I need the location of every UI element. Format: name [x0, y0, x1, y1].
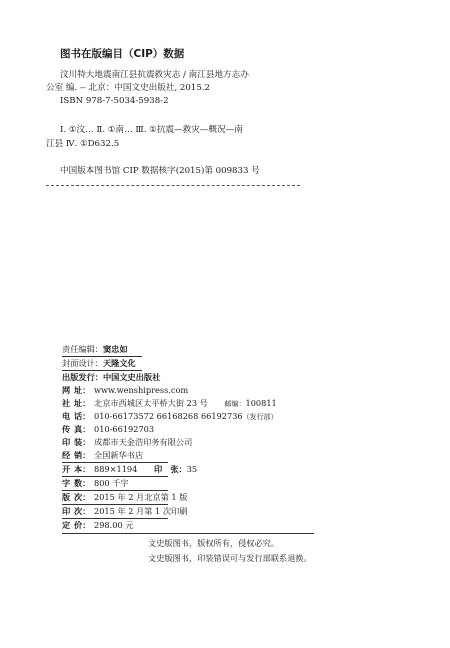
postcode-label: 邮编： — [224, 400, 246, 408]
footer-rule — [62, 533, 314, 534]
info-rule-5 — [62, 518, 168, 519]
price-value: 298.00 元 — [94, 520, 134, 530]
publisher-name: 中国文史出版社 — [102, 372, 161, 382]
cover-row — [62, 358, 136, 369]
footer-line2: 文史版图书，印装错误可与发行部联系退换。 — [148, 553, 312, 563]
cip-entry-line1: 汶川特大地震南江县抗震救灾志 / 南江县地方志办 — [60, 70, 249, 80]
impression-value: 2015 年 2 月第 1 次印刷 — [94, 506, 188, 516]
cip-title: 图书在版编目（CIP）数据 — [60, 48, 185, 60]
distributor-row: 经 销： 全国新华书店 — [62, 450, 144, 460]
cip-subject-line1: Ⅰ. ①汶… Ⅱ. ①南… Ⅲ. ①抗震—救灾—概况—南 — [60, 125, 243, 135]
edition-value: 2015 年 2 月北京第 1 版 — [94, 492, 188, 502]
words-row: 字 数： 800 千字 — [62, 478, 129, 488]
cip-entry-line2: 公室 编. -- 北京：中国文史出版社, 2015.2 — [46, 83, 210, 93]
info-rule-2 — [62, 476, 168, 477]
fax-row: 传 真： 010-66192703 — [62, 424, 155, 434]
cip-dashed-divider — [46, 185, 300, 186]
fax-value: 010-66192703 — [94, 424, 155, 434]
isbn: ISBN 978-7-5034-5938-2 — [60, 96, 169, 106]
edition-row: 版 次： 2015 年 2 月北京第 1 版 — [62, 492, 188, 502]
website-value: www.wenshipress.com — [94, 385, 189, 395]
info-rule-3 — [62, 490, 168, 491]
editor-row — [62, 344, 128, 355]
sheets-label: 印 张： — [153, 464, 187, 474]
postcode-value: 100811 — [245, 398, 277, 408]
footer-line1: 文史版图书，版权所有，侵权必究。 — [148, 538, 280, 548]
printer-row: 印 装： 成都市天金浩印务有限公司 — [62, 437, 193, 447]
printer-value: 成都市天金浩印务有限公司 — [94, 437, 193, 447]
publisher-row — [62, 372, 160, 383]
phone-values: 010-66173572 66168268 66192736 — [94, 411, 243, 421]
price-row: 定 价： 298.00 元 — [62, 520, 134, 530]
publisher-label: 出版发行： — [62, 372, 103, 382]
impression-row: 印 次： 2015 年 2 月第 1 次印刷 — [62, 506, 188, 516]
cip-number: 中国版本图书馆 CIP 数据核字(2015)第 009833 号 — [60, 166, 260, 176]
info-rule-1 — [62, 462, 168, 463]
cip-subject-line2: 江县 Ⅳ. ①D632.5 — [46, 139, 120, 149]
address-value: 北京市西城区太平桥大街 23 号 — [94, 398, 208, 408]
credits-rule-1 — [62, 356, 142, 357]
format-value: 889×1194 — [94, 464, 138, 474]
website-row: 网 址： www.wenshipress.com — [62, 385, 189, 395]
editor-label: 责任编辑： — [62, 344, 103, 354]
info-rule-4 — [62, 504, 168, 505]
phone-row: 电 话： 010-66173572 66168268 66192736（发行部） — [62, 411, 278, 421]
editor-name: 窦忠如 — [102, 344, 128, 354]
format-row: 开 本： 889×1194 印 张：35 — [62, 464, 198, 474]
distributor-value: 全国新华书店 — [94, 450, 144, 460]
sheets-value: 35 — [186, 464, 198, 474]
cover-name: 天隆文化 — [102, 358, 136, 368]
phone-note: （发行部） — [242, 413, 278, 421]
words-value: 800 千字 — [94, 478, 129, 488]
cover-label: 封面设计： — [62, 358, 103, 368]
address-row: 社 址： 北京市西城区太平桥大街 23 号 邮编：100811 — [62, 398, 277, 408]
credits-rule-2 — [62, 370, 142, 371]
